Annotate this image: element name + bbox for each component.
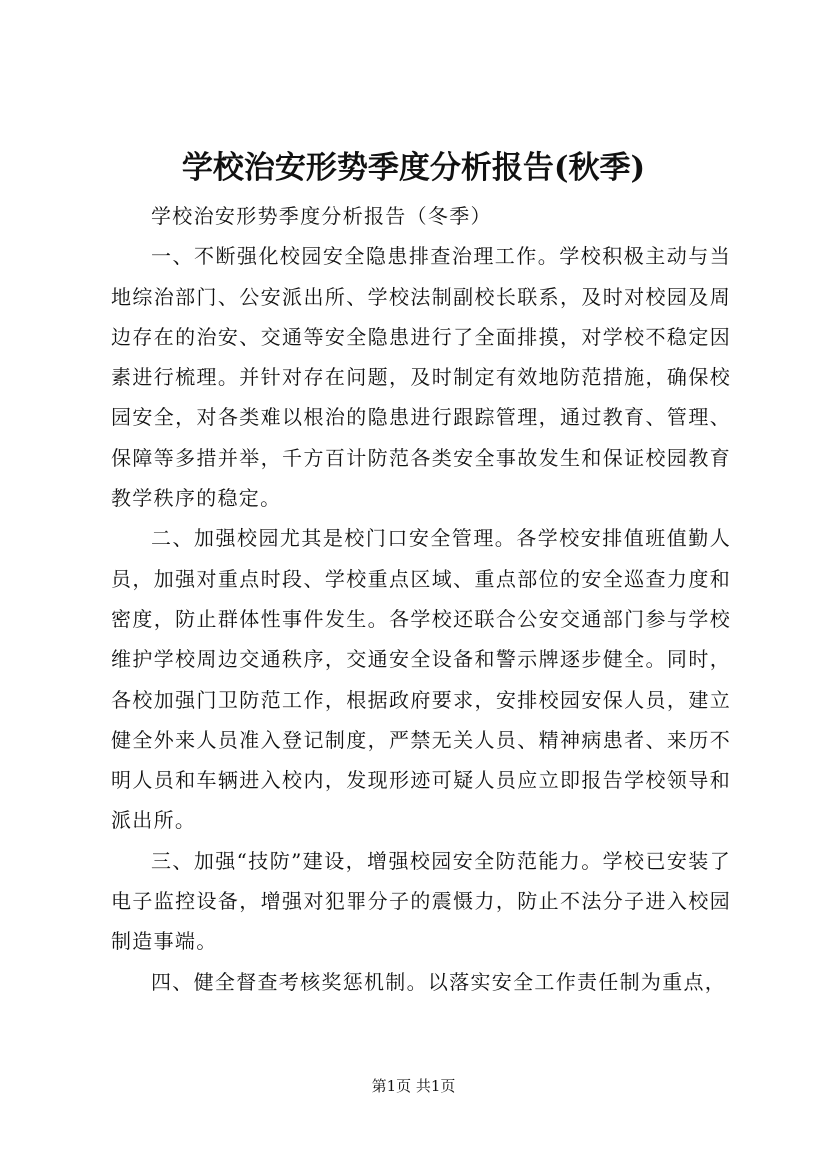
paragraph-section-2: 二、加强校园尤其是校门口安全管理。各学校安排值班值勤人员，加强对重点时段、学校重点区域、重点部位的安全巡查力度和密度，防止群体性事件发生。各学校还联合公安交通部门参与学校维护学校周边交通秩序，交通安全设备和警示牌逐步健全。同时，各校加强门卫防范工作，根据政府要求，安排校园安保人员，建立健全外来人员准入登记制度，严禁无关人员、精神病患者、来历不明人员和车辆进入校内，发现形迹可疑人员应立即报告学校领导和派出所。 — [111, 526, 731, 833]
document-title: 学校治安形势季度分析报告(秋季) — [181, 150, 646, 186]
document-body — [111, 196, 731, 1002]
page-footer: 第1页 共1页 — [371, 1077, 456, 1095]
paragraph-section-4: 四、健全督查考核奖惩机制。以落实安全工作责任制为重点， — [151, 969, 727, 994]
paragraph-section-3: 三、加强“技防”建设，增强校园安全防范能力。学校已安装了电子监控设备，增强对犯罪分子的震慑力，防止不法分子进入校园制造事端。 — [111, 848, 731, 954]
paragraph-section-1: 一、不断强化校园安全隐患排查治理工作。学校积极主动与当地综治部门、公安派出所、学校法制副校长联系，及时对校园及周边存在的治安、交通等安全隐患进行了全面排摸，对学校不稳定因素进行梳理。并针对存在问题，及时制定有效地防范措施，确保校园安全，对各类难以根治的隐患进行跟踪管理，通过教育、管理、保障等多措并举，千方百计防范各类安全事故发生和保证校园教育教学秩序的稳定。 — [111, 244, 731, 511]
paragraph-subtitle: 学校治安形势季度分析报告（冬季） — [151, 204, 492, 228]
